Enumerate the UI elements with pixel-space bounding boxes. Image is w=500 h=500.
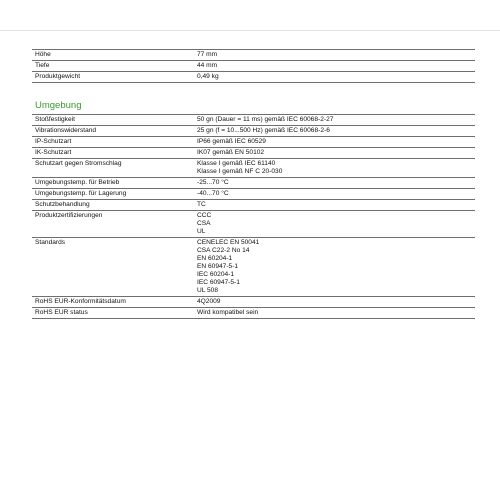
table-row bbox=[32, 126, 475, 137]
spec-label: Tiefe bbox=[32, 61, 194, 72]
table-row bbox=[32, 72, 475, 83]
spec-value-line: EN 60947-5-1 bbox=[197, 263, 239, 270]
table-row bbox=[32, 189, 475, 200]
environment-table bbox=[32, 114, 475, 319]
spec-value bbox=[194, 200, 475, 211]
spec-value-line: 25 gn (f = 10...500 Hz) gemäß IEC 60068-2-6 bbox=[197, 127, 330, 134]
spec-label: IP-Schutzart bbox=[32, 137, 194, 148]
spec-value-line: IEC 60204-1 bbox=[197, 271, 235, 278]
spec-value bbox=[194, 178, 475, 189]
spec-value bbox=[194, 50, 475, 61]
spec-value bbox=[194, 297, 475, 308]
spec-value bbox=[194, 72, 475, 83]
spec-label: Stoßfestigkeit bbox=[32, 115, 194, 126]
spec-label: Höhe bbox=[32, 50, 194, 61]
table-row bbox=[32, 200, 475, 211]
table-row bbox=[32, 50, 475, 61]
spec-value-line: Klasse I gemäß NF C 20-030 bbox=[197, 168, 283, 175]
spec-value-line: UL bbox=[197, 228, 206, 235]
top-divider bbox=[0, 30, 500, 31]
spec-value bbox=[194, 137, 475, 148]
table-row bbox=[32, 148, 475, 159]
spec-value-line: 50 gn (Dauer = 11 ms) gemäß IEC 60068-2-27 bbox=[197, 116, 334, 123]
spec-value bbox=[194, 189, 475, 200]
spec-value-line: CENELEC EN 50041 bbox=[197, 239, 260, 246]
spec-value-line: EN 60204-1 bbox=[197, 255, 233, 262]
spec-label: Umgebungstemp. für Lagerung bbox=[32, 189, 194, 200]
spec-label: RoHS EUR-Konformitätsdatum bbox=[32, 297, 194, 308]
spec-value-line: -40...70 °C bbox=[197, 190, 229, 197]
spec-value-line: TC bbox=[197, 201, 206, 208]
spec-label: Schutzart gegen Stromschlag bbox=[32, 159, 194, 178]
spec-value-line: CSA C22-2 No 14 bbox=[197, 247, 250, 254]
spec-value bbox=[194, 148, 475, 159]
spec-label: Standards bbox=[32, 238, 194, 297]
spec-value-line: 4Q2009 bbox=[197, 298, 221, 305]
spec-value-line: CSA bbox=[197, 220, 211, 227]
spec-label: Umgebungstemp. für Betrieb bbox=[32, 178, 194, 189]
spec-value bbox=[194, 308, 475, 319]
table-row bbox=[32, 297, 475, 308]
table-row bbox=[32, 115, 475, 126]
table-row bbox=[32, 61, 475, 72]
spec-label: Schutzbehandlung bbox=[32, 200, 194, 211]
spec-value-line: Wird kompatibel sein bbox=[197, 309, 259, 316]
table-row bbox=[32, 137, 475, 148]
spec-value-line: 77 mm bbox=[197, 51, 218, 58]
spec-label: Produktzertifizierungen bbox=[32, 211, 194, 238]
spec-value bbox=[194, 61, 475, 72]
spec-value-line: -25...70 °C bbox=[197, 179, 229, 186]
table-row bbox=[32, 159, 475, 178]
spec-value-line: CCC bbox=[197, 212, 212, 219]
table-row bbox=[32, 238, 475, 297]
spec-label: Produktgewicht bbox=[32, 72, 194, 83]
spec-value-line: 44 mm bbox=[197, 62, 218, 69]
section-title-umgebung: Umgebung bbox=[35, 100, 82, 111]
spec-value-line: IEC 60947-5-1 bbox=[197, 279, 240, 286]
table-row bbox=[32, 211, 475, 238]
table-row bbox=[32, 308, 475, 319]
spec-value-line: 0,49 kg bbox=[197, 73, 219, 80]
spec-value bbox=[194, 115, 475, 126]
spec-value-line: IK07 gemäß EN 50102 bbox=[197, 149, 265, 156]
spec-label: RoHS EUR status bbox=[32, 308, 194, 319]
spec-value-line: Klasse I gemäß IEC 61140 bbox=[197, 160, 276, 167]
spec-label: Vibrationswiderstand bbox=[32, 126, 194, 137]
spec-value bbox=[194, 126, 475, 137]
spec-label: IK-Schutzart bbox=[32, 148, 194, 159]
spec-value bbox=[194, 211, 475, 238]
dimensions-table bbox=[32, 49, 475, 83]
spec-value bbox=[194, 238, 475, 297]
spec-value bbox=[194, 159, 475, 178]
spec-value-line: UL 508 bbox=[197, 287, 219, 294]
table-row bbox=[32, 178, 475, 189]
spec-value-line: IP66 gemäß IEC 60529 bbox=[197, 138, 266, 145]
